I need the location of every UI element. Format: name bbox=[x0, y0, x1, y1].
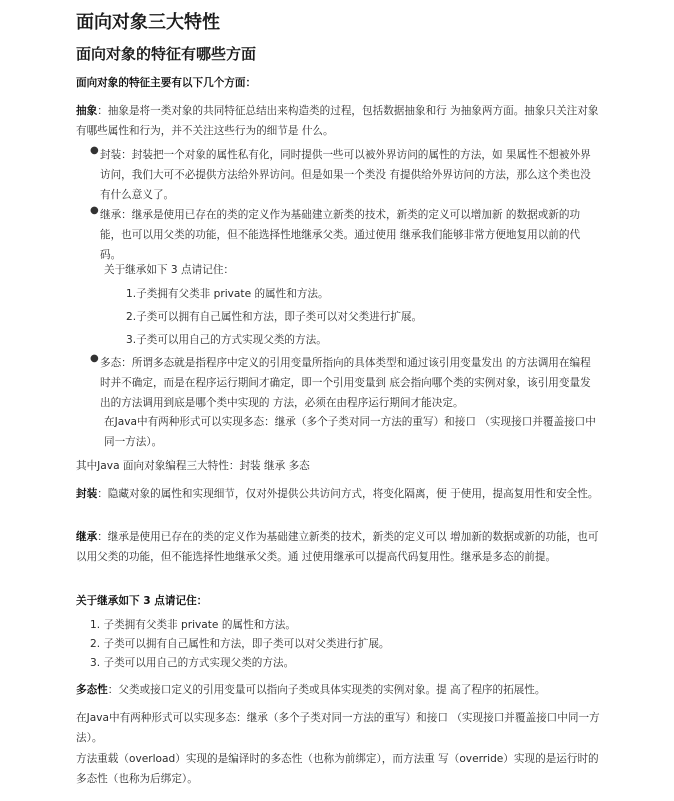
inheritance-text: ：继承是使用已存在的类的定义作为基础建立新类的技术，新类的定义可以 增加新的数据或新的功能，也可以用父类的功能，但不能选择性地继承父类。通 过使用继承可以提高代码复用性。继承是多态的前提。 bbox=[76, 531, 599, 563]
inheritance-rule-item: 3. 子类可以用自己的方式实现父类的方法。 bbox=[90, 657, 295, 669]
inheritance-note-item: 1.子类拥有父类非 private 的属性和方法。 bbox=[126, 288, 329, 300]
polymorphism-paragraph bbox=[76, 680, 602, 700]
section-heading: 面向对象的特征有哪些方面 bbox=[76, 45, 257, 63]
encapsulation-text: ：隐藏对象的属性和实现细节，仅对外提供公共访问方式，将变化隔离，便 于使用，提高复用性和安全性。 bbox=[97, 488, 599, 500]
inheritance-rules-heading: 关于继承如下 3 点请记住： bbox=[76, 595, 208, 607]
polymorphism-text: ：父类或接口定义的引用变量可以指向子类或具体实现类的实例对象。提 高了程序的拓展性。 bbox=[107, 684, 546, 696]
poly-note: 在Java中有两种形式可以实现多态：继承（多个子类对同一方法的重写）和接口 （实现接口并覆盖接口中同一方法）。 bbox=[104, 416, 596, 448]
bullet-text: 封装：封装把一个对象的属性私有化，同时提供一些可以被外界访问的属性的方法，如 果属性不想被外界访问，我们大可不必提供方法给外界访问。但是如果一个类没 有提供给外界访问的方法，那么这个类也没有什么意义了。 bbox=[100, 149, 591, 201]
inheritance-rule-item: 1. 子类拥有父类非 private 的属性和方法。 bbox=[90, 619, 296, 631]
bullet-text: 多态：所谓多态就是指程序中定义的引用变量所指向的具体类型和通过该引用变量发出 的方法调用在编程时并不确定，而是在程序运行期间才确定，即一个引用变量到 底会指向哪个类的实例对象，该引用变量发出的方法调用到底是哪个类中实现的 方法，必须在由程序运行期间才能决定。 bbox=[100, 357, 591, 409]
bullet-icon: ● bbox=[90, 353, 99, 364]
abstraction-text: ：抽象是将一类对象的共同特征总结出来构造类的过程，包括数据抽象和行 为抽象两方面。抽象只关注对象有哪些属性和行为，并不关注这些行为的细节是 什么。 bbox=[76, 105, 599, 137]
summary-text: 其中Java 面向对象编程三大特性：封装 继承 多态 bbox=[76, 460, 310, 472]
inheritance-label: 继承 bbox=[76, 531, 98, 543]
encapsulation-label: 封装 bbox=[76, 488, 98, 500]
zhihu-watermark: 知乎 @CSDN 维持Java中年 bbox=[455, 764, 619, 779]
polymorphism-label: 多态性 bbox=[76, 684, 108, 696]
abstraction-paragraph bbox=[76, 101, 602, 141]
inheritance-rule-item: 2. 子类可以拥有自己属性和方法，即子类可以对父类进行扩展。 bbox=[90, 638, 390, 650]
page-title: 面向对象三大特性 bbox=[76, 12, 220, 33]
bullet-text: 继承：继承是使用已存在的类的定义作为基础建立新类的技术，新类的定义可以增加新 的数据或新的功能，也可以用父类的功能，但不能选择性地继承父类。通过使用 继承我们能够非常方便地复用以前的代码。 bbox=[100, 209, 581, 261]
intro-text: 面向对象的特征主要有以下几个方面： bbox=[76, 77, 257, 89]
inheritance-note-item: 2.子类可以拥有自己属性和方法，即子类可以对父类进行扩展。 bbox=[126, 311, 423, 323]
bullet-icon: ● bbox=[90, 205, 99, 216]
inheritance-note-item: 3.子类可以用自己的方式实现父类的方法。 bbox=[126, 334, 327, 346]
overload-text: 方法重载（overload）实现的是编译时的多态性（也称为前绑定），而方法重 写（override）实现的是运行时的多态性（也称为后绑定）。 bbox=[76, 753, 599, 785]
abstraction-label: 抽象 bbox=[76, 105, 98, 117]
inheritance-note-heading: 关于继承如下 3 点请记住： bbox=[104, 264, 235, 276]
bullet-icon: ● bbox=[90, 145, 99, 156]
csdn-watermark: CSDN @Java技术那些事儿 bbox=[424, 779, 621, 798]
inheritance-paragraph bbox=[76, 527, 602, 567]
encapsulation-paragraph bbox=[76, 484, 602, 504]
poly-forms-text: 在Java中有两种形式可以实现多态：继承（多个子类对同一方法的重写）和接口 （实现接口并覆盖接口中同一方法）。 bbox=[76, 712, 600, 744]
